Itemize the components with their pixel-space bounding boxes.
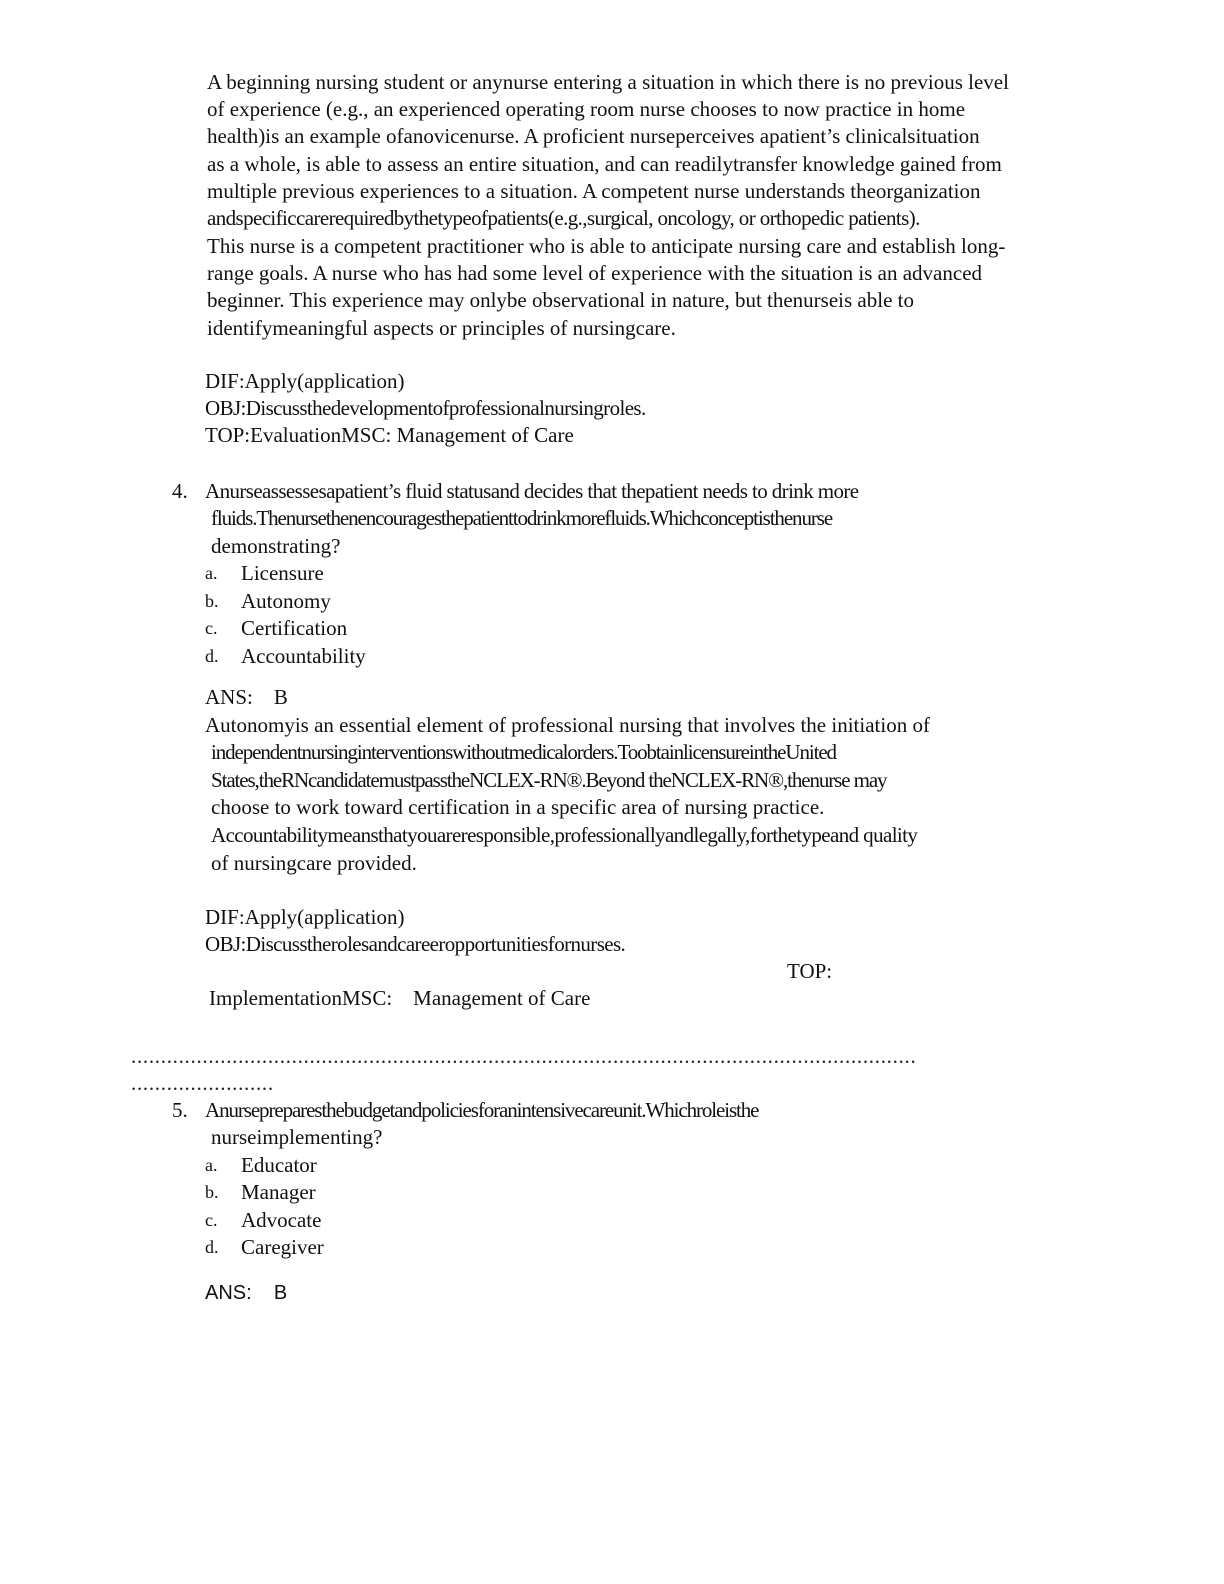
q4-top-label: TOP: <box>787 959 833 983</box>
q3-top: TOP:EvaluationMSC: Management of Care <box>205 423 574 447</box>
q4-obj: OBJ:Discusstherolesandcareeropportunitiesfornurses. <box>205 932 626 956</box>
q4-option-c-letter: c. <box>205 618 218 638</box>
q5-option-d: Caregiver <box>241 1235 324 1259</box>
q4-rationale-line-6: of nursingcare provided. <box>211 851 417 875</box>
q5-stem-line-2: nurseimplementing? <box>211 1125 383 1149</box>
q5-option-b-letter: b. <box>205 1182 219 1202</box>
q5-answer: ANS: B <box>205 1282 288 1304</box>
q3-rationale-line-1: A beginning nursing student or anynurse entering a situation in which there is no previous level <box>207 70 1009 94</box>
q5-option-c-letter: c. <box>205 1210 218 1230</box>
q4-stem-line-1: Anurseassessesapatient’s fluid statusand decides that thepatient needs to drink more <box>205 479 859 503</box>
q3-rationale-line-6: andspecificcarerequiredbythetypeofpatients(e.g.,surgical, oncology, or orthopedic patients). <box>207 206 920 230</box>
dotted-separator-line-2: ........................ <box>131 1072 274 1094</box>
q4-top-msc: ImplementationMSC: Management of Care <box>209 986 591 1010</box>
q3-rationale-line-8: range goals. A nurse who has had some level of experience with the situation is an advanced <box>207 261 983 285</box>
q4-answer: ANS: B <box>205 685 288 709</box>
q5-option-d-letter: d. <box>205 1237 219 1257</box>
q4-option-c: Certification <box>241 616 348 640</box>
q4-rationale-line-2: independentnursinginterventionswithoutmedicalorders.ToobtainlicensureintheUnited <box>211 740 836 764</box>
dotted-separator-line-1: .................................................................................................................................... <box>131 1045 917 1067</box>
q4-rationale-line-4: choose to work toward certification in a specific area of nursing practice. <box>211 795 825 819</box>
q4-dif: DIF:Apply(application) <box>205 905 405 929</box>
q3-rationale-line-9: beginner. This experience may onlybe observational in nature, but thenurseis able to <box>207 288 914 312</box>
q3-rationale-line-4: as a whole, is able to assess an entire situation, and can readilytransfer knowledge gained from <box>207 152 1002 176</box>
q4-option-a: Licensure <box>241 561 324 585</box>
q3-obj: OBJ:Discussthedevelopmentofprofessionalnursingroles. <box>205 396 646 420</box>
q4-number: 4. <box>172 479 188 503</box>
q3-rationale-line-7: This nurse is a competent practitioner who is able to anticipate nursing care and establish long- <box>207 234 1006 258</box>
q5-option-c: Advocate <box>241 1208 322 1232</box>
q3-rationale-line-10: identifymeaningful aspects or principles of nursingcare. <box>207 316 676 340</box>
q4-rationale-line-3: States,theRNcandidatemustpasstheNCLEX-RN®.Beyond theNCLEX-RN®,thenurse may <box>211 768 887 792</box>
q3-rationale-line-2: of experience (e.g., an experienced operating room nurse chooses to now practice in home <box>207 97 966 121</box>
q4-option-a-letter: a. <box>205 563 218 583</box>
q4-rationale-line-1: Autonomyis an essential element of professional nursing that involves the initiation of <box>205 713 930 737</box>
q4-option-d: Accountability <box>241 644 366 668</box>
q4-stem-line-2: fluids.Thenursethenencouragesthepatienttodrinkmorefluids.Whichconceptisthenurse <box>211 506 833 530</box>
q5-stem-line-1: Anursepreparesthebudgetandpoliciesforanintensivecareunit.Whichroleisthe <box>205 1098 759 1122</box>
q4-option-b: Autonomy <box>241 589 331 613</box>
q5-option-a-letter: a. <box>205 1155 218 1175</box>
q5-option-a: Educator <box>241 1153 317 1177</box>
q4-rationale-line-5: Accountabilitymeansthatyouareresponsible,professionallyandlegally,forthetypeand quality <box>211 823 918 847</box>
q5-option-b: Manager <box>241 1180 316 1204</box>
q4-option-b-letter: b. <box>205 591 219 611</box>
q3-dif: DIF:Apply(application) <box>205 369 405 393</box>
q4-option-d-letter: d. <box>205 646 219 666</box>
q3-rationale-line-3: health)is an example ofanovicenurse. A proficient nurseperceives apatient’s clinicalsituation <box>207 124 980 148</box>
q4-stem-line-3: demonstrating? <box>211 534 341 558</box>
q5-number: 5. <box>172 1098 188 1122</box>
q3-rationale-line-5: multiple previous experiences to a situation. A competent nurse understands theorganization <box>207 179 981 203</box>
